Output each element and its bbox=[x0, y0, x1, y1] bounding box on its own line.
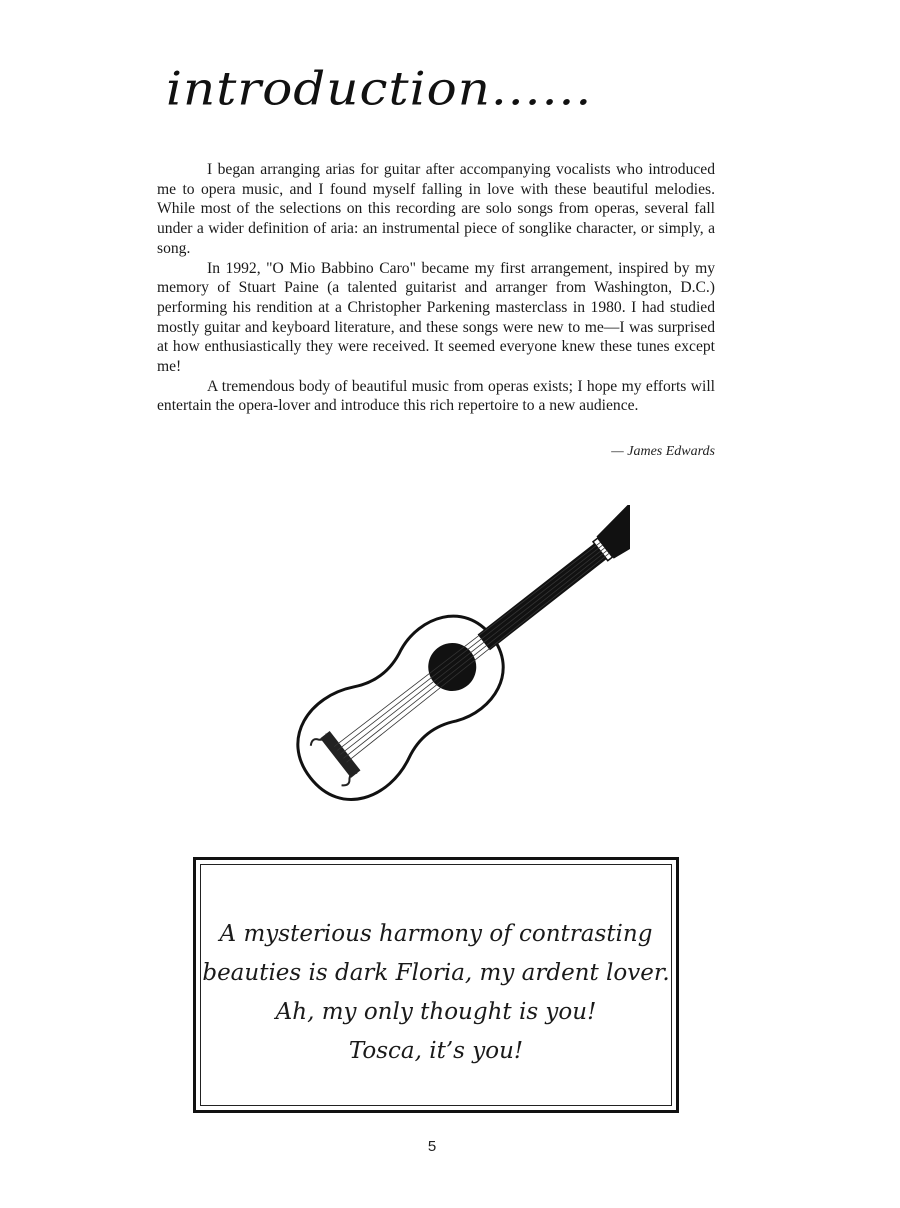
quote-line: beauties is dark Floria, my ardent lover. bbox=[202, 960, 670, 986]
quote-inner-border bbox=[200, 864, 672, 1106]
page-number: 5 bbox=[427, 1138, 437, 1155]
quote-line: Tosca, it’s you! bbox=[348, 1038, 524, 1064]
page-heading: introduction...... bbox=[166, 62, 593, 116]
quote-frame bbox=[193, 857, 679, 1113]
author-signature: — James Edwards bbox=[611, 444, 715, 459]
quote-line: Ah, my only thought is you! bbox=[275, 999, 597, 1025]
paragraph: I began arranging arias for guitar after accompanying vocalists who introduced me to opera music, and I found myself falling in love with these beautiful melodies. While most of the selections on this recording are solo songs from operas, several fall under a wider definition of aria: an instrumental piece of songlike character, or simply, a song. bbox=[157, 161, 715, 257]
paragraph: A tremendous body of beautiful music from operas exists; I hope my efforts will entertain the opera-lover and introduce this rich repertoire to a new audience. bbox=[157, 377, 715, 415]
intro-text bbox=[157, 160, 715, 416]
quote-line: A mysterious harmony of contrasting bbox=[219, 921, 653, 947]
quote-text bbox=[201, 915, 671, 1071]
paragraph: In 1992, "O Mio Babbino Caro" became my first arrangement, inspired by my memory of Stuart Paine (a talented guitarist and arranger from Washington, D.C.) performing his rendition at a Christopher Parkening masterclass in 1980. I had studied mostly guitar and keyboard literature, and these songs were new to me—I was surprised at how enthusiastically they were received. It seemed everyone knew these tunes except me! bbox=[157, 259, 715, 376]
guitar-illustration bbox=[255, 505, 630, 830]
